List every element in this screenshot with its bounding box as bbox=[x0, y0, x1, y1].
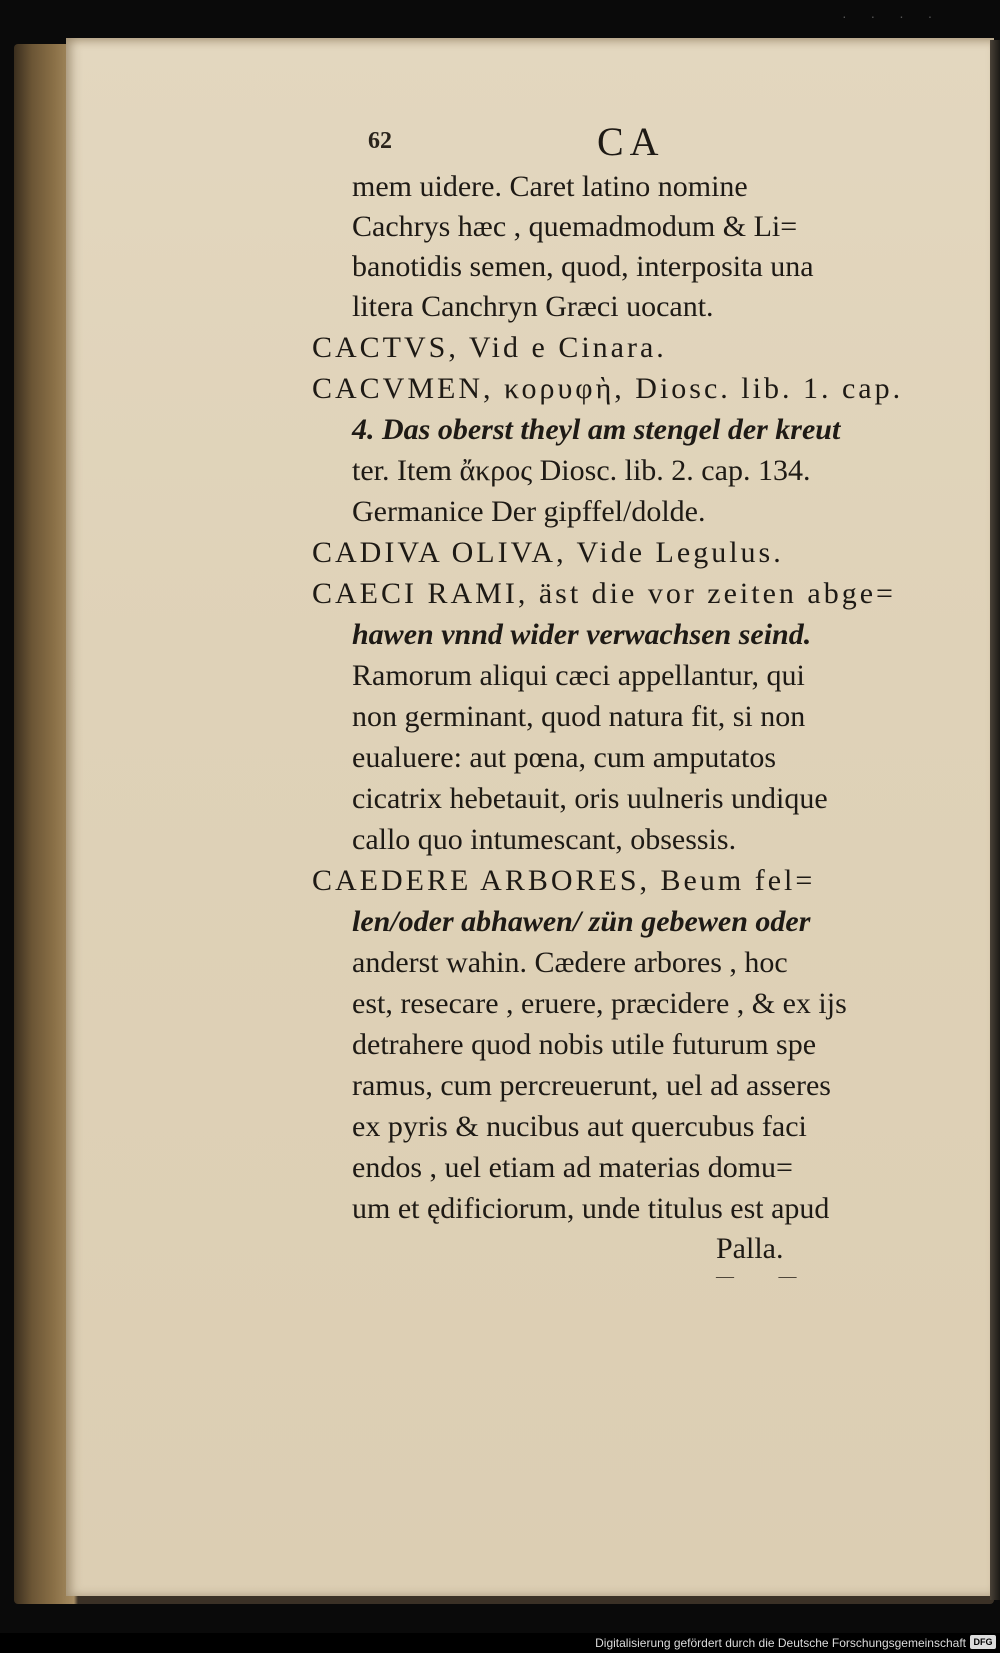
text-line-20: anderst wahin. Cædere arbores , hoc bbox=[352, 946, 788, 979]
text-line-22: detrahere quod nobis utile futurum spe bbox=[352, 1028, 817, 1061]
text-line-25: endos , uel etiam ad materias domu= bbox=[352, 1151, 793, 1184]
text-line-1: mem uidere. Caret latino nomine bbox=[352, 170, 748, 203]
text-line-7: 4. Das oberst theyl am stengel der kreut bbox=[352, 413, 841, 446]
text-line-3: banotidis semen, quod, interposita una bbox=[352, 250, 814, 283]
text-line-24: ex pyris & nucibus aut quercubus faci bbox=[352, 1110, 807, 1143]
text-line-8: ter. Item ἄκρος Diosc. lib. 2. cap. 134. bbox=[352, 454, 811, 487]
signature-marks: — — bbox=[716, 1266, 817, 1286]
dfg-logo: DFG bbox=[970, 1635, 996, 1649]
text-line-17: callo quo intumescant, obsessis. bbox=[352, 823, 737, 856]
catchword: Palla. bbox=[716, 1232, 784, 1265]
page-number: 62 bbox=[368, 128, 392, 154]
text-line-19: len/oder abhawen/ zün gebewen oder bbox=[352, 905, 811, 938]
text-line-21: est, resecare , eruere, præcidere , & ex ijs bbox=[352, 987, 847, 1020]
text-line-13: Ramorum aliqui cæci appellantur, qui bbox=[352, 659, 805, 692]
text-line-12: hawen vnnd wider verwachsen seind. bbox=[352, 618, 812, 651]
top-marks: · · · · bbox=[842, 8, 943, 24]
text-line-23: ramus, cum percreuerunt, uel ad asseres bbox=[352, 1069, 831, 1102]
running-head: CA bbox=[597, 119, 665, 164]
entry-cacumen: CACVMEN, κορυφὴ, Diosc. lib. 1. cap. bbox=[312, 372, 904, 405]
footer-credit: Digitalisierung gefördert durch die Deutsche Forschungsgemeinschaft bbox=[595, 1636, 966, 1650]
entry-caeci-rami: CAECI RAMI, äst die vor zeiten abge= bbox=[312, 577, 896, 610]
text-line-16: cicatrix hebetauit, oris uulneris undique bbox=[352, 782, 828, 815]
page-right-edge bbox=[990, 40, 1000, 1600]
text-line-15: eualuere: aut pœna, cum amputatos bbox=[352, 741, 777, 774]
entry-cactus: CACTVS, Vid e Cinara. bbox=[312, 331, 667, 364]
entry-cadiva-oliva: CADIVA OLIVA, Vide Legulus. bbox=[312, 536, 784, 569]
text-line-4: litera Canchryn Græci uocant. bbox=[352, 290, 714, 323]
entry-caedere-arbores: CAEDERE ARBORES, Beum fel= bbox=[312, 864, 816, 897]
text-line-9: Germanice Der gipffel/dolde. bbox=[352, 495, 706, 528]
text-line-2: Cachrys hæc , quemadmodum & Li= bbox=[352, 210, 798, 243]
text-line-14: non germinant, quod natura fit, si non bbox=[352, 700, 806, 733]
text-line-26: um et ędificiorum, unde titulus est apud bbox=[352, 1192, 830, 1225]
